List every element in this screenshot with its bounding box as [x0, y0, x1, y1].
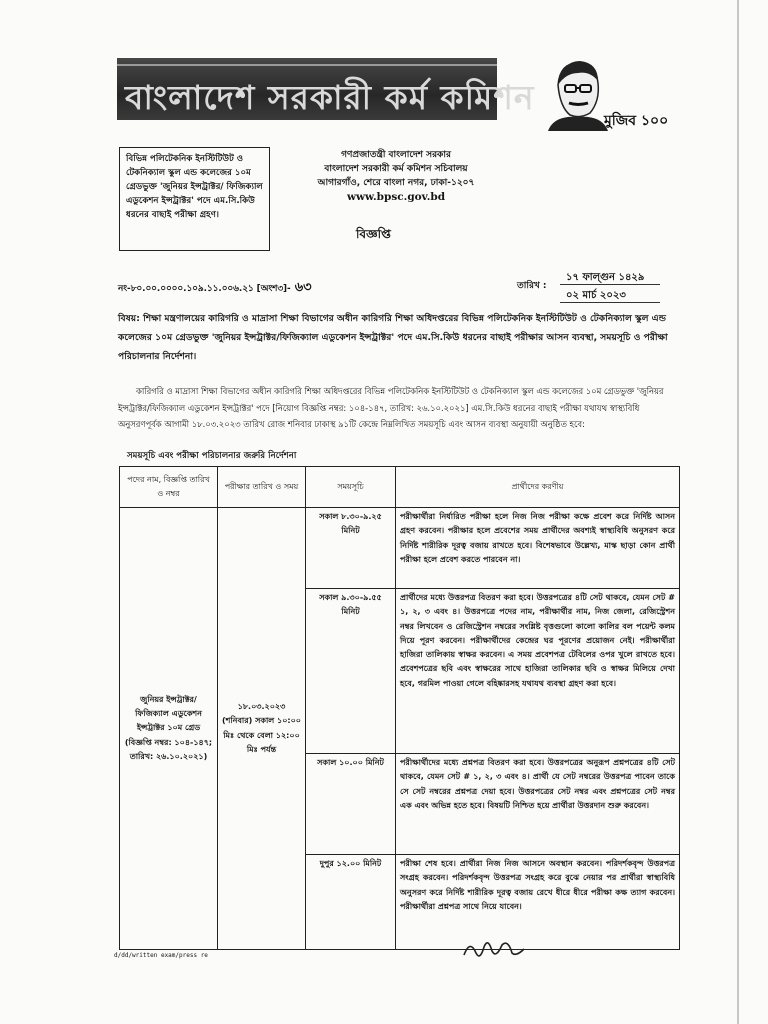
memo-number-text: নং-৮০.০০.০০০০.১০৯.১১.০০৬.২১ [অংশ৩]- — [118, 284, 291, 294]
notice-title: বিজ্ঞপ্তি — [356, 227, 391, 241]
body-paragraph: কারিগরি ও মাদ্রাসা শিক্ষা বিভাগের অধীন কারিগরি শিক্ষা অধিদপ্তরের বিভিন্ন পলিটেকনিক ইনস্টিটিউট ও টেকনিক্যাল স্কুল এন্ড কলেজের ১০ম গ্রেডভুক্ত 'জুনিয়র ইন্সট্রাক্টর/ফিজিক্যাল এডুকেশন ইন্সট্রাক্টর' পদে [নিয়োগ বিজ্ঞপ্তি নম্বর: ১০৪-১৪৭, তারিখ: ২৬.১০.২০২১] এম.সি.কিউ ধরনের বাছাই পরীক্ষা যথাযথ স্বাস্থ্যবিধি অনুসরণপূর্বক আগামী ১৮.০৩.২০২৩ তারিখ রোজ শনিবার ঢাকাস্থ ৯১টি কেন্দ্রে নিম্নলিখিত সময়সূচি এবং আসন ব্যবস্থা অনুযায়ী অনুষ্ঠিত হবে: — [118, 386, 664, 429]
date-label: তারিখ : — [517, 281, 547, 291]
date-underline — [560, 302, 660, 303]
post-cell: জুনিয়র ইন্সট্রাক্টর/ফিজিক্যাল এডুকেশন ইন্সট্রাক্টর ১০ম গ্রেড (বিজ্ঞপ্তি নম্বর: ১০৪-১৪৭; তারিখ: ২৬.১০.২০২১) — [120, 508, 218, 950]
schedule-table — [119, 466, 680, 950]
schedule-time-cell: দুপুর ১২.০০ মিনিট — [306, 855, 396, 950]
scan-edge-line — [737, 0, 739, 1024]
header-schedule: সময়সূচি — [306, 467, 396, 508]
table-header-row — [120, 467, 680, 508]
schedule-time-cell: সকাল ৮.৩০-৯.২৫ মিনিট — [306, 508, 396, 589]
exam-time-cell: ১৮.০৩.২০২৩ (শনিবার) সকাল ১০:০০ মিঃ থেকে বেলা ১২:০০ মিঃ পর্যন্ত — [218, 508, 306, 950]
date-bangla: ১৭ ফাল্গুন ১৪২৯ — [566, 272, 645, 283]
instruction-cell: পরীক্ষার্থীরা নির্ধারিত পরীক্ষা হলে নিজ নিজ পরীক্ষা কক্ষে প্রবেশ করে নির্দিষ্ট আসন গ্রহণ করবেন। পরীক্ষার হলে প্রবেশের সময় প্রার্থীদের অবশ্যই স্বাস্থ্যবিধি অনুসরণ করে নির্দিষ্ট শারীরিক দূরত্ব বজায় রাখতে হবে। বিশেষভাবে উল্লেখ্য, মাস্ক ছাড়া কোন প্রার্থী পরীক্ষা হলে প্রবেশ করতে পারবেন না। — [396, 508, 680, 589]
instruction-cell: প্রার্থীদের মধ্যে উত্তরপত্র বিতরণ করা হবে। উত্তরপত্রের ৪টি সেট থাকবে, যেমন সেট # ১, ২, ৩ এবং ৪। উত্তরপত্রে পদের নাম, পরীক্ষার্থীর নাম, নিজ জেলা, রেজিস্ট্রেশন নম্বর লিখবেন ও রেজিস্ট্রেশন নম্বরের সংশ্লিষ্ট বৃত্তগুলো কালো কালির বল পয়েন্ট কলম দিয়ে পূরণ করবেন। পরীক্ষার্থীদের কেন্দ্রের ঘর পূরণের প্রয়োজন নেই। পরীক্ষার্থীরা হাজিরা তালিকায় স্বাক্ষর করবেন। এ সময় প্রবেশপত্র টেবিলের ওপর খুলে রাখতে হবে। প্রবেশপত্রের ছবি এবং স্বাক্ষরের সাথে হাজিরা তালিকার ছবি ও স্বাক্ষর মিলিয়ে দেখা হবে, গরমিল পাওয়া গেলে বহিষ্কারসহ যথাযথ ব্যবস্থা গ্রহণ করা হবে। — [396, 589, 680, 754]
header-instructions: প্রার্থীদের করণীয় — [396, 467, 680, 508]
commission-banner-image — [117, 58, 535, 120]
memo-handwritten-suffix: ৬৩ — [294, 280, 312, 295]
subject-summary-text: বিভিন্ন পলিটেকনিক ইনস্টিটিউট ও টেকনিক্যাল স্কুল এন্ড কলেজের ১০ম গ্রেডভুক্ত 'জুনিয়র ইন্সট্রাক্টর/ ফিজিক্যাল এডুকেশন ইন্সট্রাক্টর' পদে এম.সি.কিউ ধরনের বাছাই পরীক্ষা গ্রহণ। — [126, 154, 263, 220]
date-divider — [560, 284, 660, 285]
mujib-100-badge: মুজিব ১০০ — [604, 113, 669, 129]
mujib-portrait-logo — [540, 55, 669, 131]
government-header — [296, 148, 496, 204]
gov-line-1: গণপ্রজাতন্ত্রী বাংলাদেশ সরকার — [341, 150, 451, 160]
website-text: www.bpsc.gov.bd — [346, 191, 446, 203]
instruction-cell: পরীক্ষার্থীদের মধ্যে প্রশ্নপত্র বিতরণ করা হবে। উত্তরপত্রের অনুরূপ প্রশ্নপত্রের ৪টি সেট থাকবে, যেমন সেট # ১, ২, ৩ এবং ৪। প্রার্থী যে সেট নম্বরের উত্তরপত্র পাবেন তাকে সে সেট নম্বরের প্রশ্নপত্র দেয়া হবে। উত্তরপত্রের সেট নম্বর এবং প্রশ্নপত্রের সেট নম্বর এক এবং অভিন্ন হতে হবে। বিষয়টি নিশ্চিত হয়ে প্রার্থীরা উত্তরদান শুরু করবেন। — [396, 754, 680, 855]
table-row — [120, 508, 680, 589]
schedule-time-cell: সকাল ১০.০০ মিনিট — [306, 754, 396, 855]
footer-file-path: d/dd/written exam/press re — [114, 952, 208, 959]
schedule-time-cell: সকাল ৯.৩০-৯.৫৫ মিনিট — [306, 589, 396, 754]
gov-address: আগারগাঁও, শেরে বাংলা নগর, ঢাকা-১২০৭ — [317, 178, 475, 188]
subject-summary-box — [119, 147, 270, 251]
memo-number — [118, 278, 312, 299]
date-english: ০২ মার্চ ২০২৩ — [566, 290, 626, 301]
banner-text: বাংলাদেশ সরকারী কর্ম কমিশন — [125, 78, 535, 117]
header-exam-date: পরীক্ষার তারিখ ও সময় — [218, 467, 306, 508]
instructions-heading: সময়সূচি এবং পরীক্ষা পরিচালনার জরুরি নির্দেশনা — [127, 451, 297, 461]
gov-line-2: বাংলাদেশ সরকারী কর্ম কমিশন সচিবালয় — [324, 164, 468, 174]
signature-mark — [460, 935, 530, 963]
header-post: পদের নাম, বিজ্ঞপ্তি তারিখ ও নম্বর — [120, 467, 218, 508]
instruction-cell: পরীক্ষা শেষ হবে। প্রার্থীরা নিজ নিজ আসনে অবস্থান করবেন। পরিদর্শকবৃন্দ উত্তরপত্র সংগ্রহ করবেন। পরিদর্শকবৃন্দ উত্তরপত্র সংগ্রহ করে বুঝে নেয়ার পর প্রার্থীরা স্বাস্থ্যবিধি অনুসরণ করে নির্দিষ্ট শারীরিক দূরত্ব বজায় রেখে ধীরে ধীরে পরীক্ষা কক্ষ ত্যাগ করবেন। পরীক্ষার্থীরা প্রশ্নপত্র সাথে নিয়ে যাবেন। — [396, 855, 680, 950]
subject-line: বিষয়: শিক্ষা মন্ত্রণালয়ের কারিগরি ও মাদ্রাসা শিক্ষা বিভাগের অধীন কারিগরি শিক্ষা অধিদপ্তরের বিভিন্ন পলিটেকনিক ইনস্টিটিউট ও টেকনিক্যাল স্কুল এন্ড কলেজের ১০ম গ্রেডভুক্ত 'জুনিয়র ইন্সট্রাক্টর/ফিজিক্যাল এডুকেশন ইন্সট্রাক্টর' পদে এম.সি.কিউ ধরনের বাছাই পরীক্ষার আসন ব্যবস্থা, সময়সূচি ও পরীক্ষা পরিচালনার নির্দেশনা। — [118, 313, 668, 362]
